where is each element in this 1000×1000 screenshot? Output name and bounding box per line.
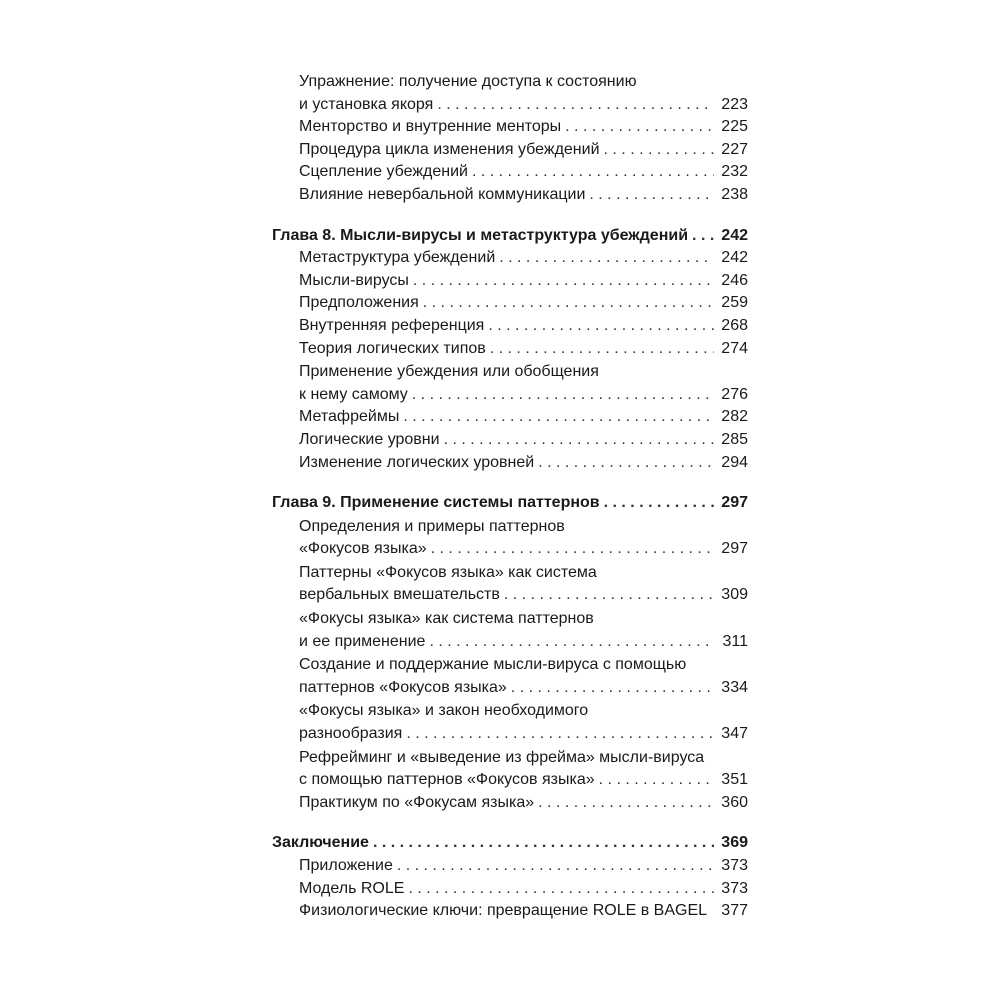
toc-dot-leader — [437, 94, 714, 117]
toc-page-number: 242 — [721, 249, 748, 267]
toc-page-number: 351 — [721, 771, 748, 789]
toc-entry-line — [299, 184, 748, 207]
toc-entry-title: Приложение — [299, 857, 393, 874]
toc-dot-leader — [373, 832, 714, 855]
toc-page-number: 268 — [721, 316, 748, 334]
toc-section-entry — [272, 792, 748, 815]
toc-entry-line — [299, 429, 748, 452]
toc-dot-leader — [413, 270, 714, 293]
toc-section-entry — [272, 184, 748, 207]
toc-entry-title: Менторство и внутренние менторы — [299, 118, 562, 136]
toc-entry-line — [299, 792, 748, 815]
toc-section-entry — [272, 429, 748, 452]
toc-entry-title: Физиологические ключи: превращение ROLE в BAGEL — [299, 902, 708, 920]
toc-entry-title: Влияние невербальной коммуникации — [299, 185, 586, 203]
toc-page-number: 276 — [721, 385, 748, 403]
toc-entry-title: Сцепление убеждений — [299, 163, 468, 181]
toc-entry-title: Глава 9. Применение системы паттернов — [272, 494, 600, 512]
toc-page-number: 259 — [721, 294, 748, 312]
toc-entry-title: Создание и поддержание мысли-вируса с помощью — [299, 656, 687, 674]
toc-dot-leader — [488, 315, 714, 338]
toc-section-entry — [272, 700, 748, 745]
toc-entry-title: Заключение — [272, 834, 369, 852]
toc-entry-line — [299, 677, 748, 700]
toc-page-number: 225 — [721, 118, 748, 136]
toc-dot-leader — [599, 769, 714, 792]
toc-dot-leader — [406, 723, 714, 746]
toc-page-number: 373 — [721, 857, 748, 874]
toc-section-entry — [272, 654, 748, 699]
toc-dot-leader — [589, 184, 714, 207]
toc-entry-title: Метафреймы — [299, 408, 400, 426]
toc-page-number: 242 — [721, 226, 748, 244]
toc-page-number: 274 — [721, 339, 748, 357]
toc-entry-title: «Фокусов языка» — [299, 540, 427, 558]
toc-entry-line — [299, 878, 748, 901]
toc-dot-leader — [604, 492, 714, 515]
toc-entry-line — [299, 361, 748, 384]
toc-entry-title: Мысли-вирусы — [299, 271, 409, 289]
toc-entry-title: паттернов «Фокусов языка» — [299, 678, 507, 696]
toc-dot-leader — [604, 139, 714, 162]
toc-section-entry — [272, 361, 748, 406]
toc-dot-leader — [408, 878, 714, 901]
toc-page-number: 285 — [721, 430, 748, 448]
toc-entry-line — [299, 406, 748, 429]
toc-entry-title: Теория логических типов — [299, 339, 486, 357]
toc-dot-leader — [538, 792, 714, 815]
toc-entry-line — [299, 384, 748, 407]
toc-entry-title: Логические уровни — [299, 430, 440, 448]
toc-entry-line — [272, 492, 748, 515]
toc-page-number: 369 — [721, 834, 748, 852]
toc-entry-title: Изменение логических уровней — [299, 453, 535, 471]
toc-entry-line — [272, 832, 748, 855]
toc-entry-title: разнообразия — [299, 725, 403, 743]
toc-entry-line — [299, 247, 748, 270]
toc-entry-line — [299, 315, 748, 338]
toc-entry-line — [299, 631, 748, 654]
toc-section-entry — [272, 270, 748, 293]
toc-section-entry — [272, 292, 748, 315]
toc-entry-title: к нему самому — [299, 385, 408, 403]
toc-section-entry — [272, 747, 748, 792]
toc-section-entry — [272, 516, 748, 561]
toc-page-number: 334 — [721, 678, 748, 696]
toc-entry-line — [299, 94, 748, 117]
toc-entry-line — [299, 700, 748, 723]
toc-dot-leader — [511, 677, 714, 700]
toc-chapter-entry — [272, 832, 748, 855]
toc-entry-title: и ее применение — [299, 632, 426, 650]
toc-entry-line — [299, 855, 748, 878]
toc-entry-line — [299, 584, 748, 607]
toc-section-entry — [272, 900, 748, 923]
toc-entry-line — [299, 747, 748, 770]
toc-chapter-entry — [272, 492, 748, 515]
toc-dot-leader — [412, 384, 714, 407]
toc-page-number: 223 — [721, 95, 748, 113]
toc-entry-line — [299, 338, 748, 361]
toc-page-number: 294 — [721, 453, 748, 471]
toc-section-entry — [272, 161, 748, 184]
toc-dot-leader — [504, 584, 714, 607]
toc-page-number: 373 — [721, 879, 748, 897]
toc-dot-leader — [692, 225, 714, 248]
toc-entry-line — [299, 562, 748, 585]
toc-entry-line — [299, 161, 748, 184]
table-of-contents — [272, 70, 748, 923]
toc-page-number: 297 — [721, 540, 748, 558]
toc-page-number: 232 — [721, 163, 748, 181]
toc-dot-leader — [499, 247, 714, 270]
toc-entry-title: Применение убеждения или обобщения — [299, 363, 599, 381]
toc-page-number: 360 — [721, 793, 748, 811]
toc-entry-line — [299, 608, 748, 631]
toc-entry-title: Глава 8. Мысли-вирусы и метаструктура убеждений — [272, 226, 689, 244]
toc-entry-title: Практикум по «Фокусам языка» — [299, 793, 535, 811]
toc-dot-leader — [403, 406, 714, 429]
toc-entry-line — [299, 116, 748, 139]
toc-entry-line — [299, 516, 748, 539]
toc-page-number: 377 — [721, 902, 748, 920]
toc-entry-title: Предположения — [299, 294, 419, 312]
toc-page-number: 282 — [721, 408, 748, 426]
toc-entry-title: и установка якоря — [299, 95, 434, 113]
toc-dot-leader — [397, 855, 714, 878]
toc-section-entry — [272, 338, 748, 361]
toc-dot-leader — [490, 338, 714, 361]
toc-dot-leader — [472, 161, 714, 184]
toc-entry-line — [299, 654, 748, 677]
toc-section-entry — [272, 247, 748, 270]
toc-entry-line — [272, 225, 748, 248]
toc-entry-line — [299, 769, 748, 792]
toc-entry-line — [299, 270, 748, 293]
toc-section-entry — [272, 878, 748, 901]
toc-entry-title: вербальных вмешательств — [299, 586, 500, 604]
toc-section-entry — [272, 608, 748, 653]
toc-entry-line — [299, 139, 748, 162]
toc-entry-title: Внутренняя референция — [299, 316, 485, 334]
toc-section-entry — [272, 139, 748, 162]
toc-section-entry — [272, 855, 748, 878]
toc-dot-leader — [429, 631, 714, 654]
toc-entry-title: Модель ROLE — [299, 879, 405, 897]
toc-entry-title: «Фокусы языка» и закон необходимого — [299, 702, 589, 720]
toc-entry-title: Процедура цикла изменения убеждений — [299, 140, 600, 158]
toc-page-number: 347 — [721, 725, 748, 743]
toc-dot-leader — [444, 429, 714, 452]
toc-chapter-entry — [272, 225, 748, 248]
toc-section-entry — [272, 406, 748, 429]
toc-dot-leader — [423, 292, 714, 315]
toc-page-number: 246 — [721, 271, 748, 289]
toc-entry-line — [299, 900, 748, 923]
toc-section-entry — [272, 71, 748, 116]
toc-dot-leader — [431, 538, 714, 561]
toc-section-entry — [272, 452, 748, 475]
toc-entry-title: Метаструктура убеждений — [299, 249, 496, 267]
toc-page-number: 238 — [721, 185, 748, 203]
toc-page-number: 297 — [721, 494, 748, 512]
toc-entry-title: Паттерны «Фокусов языка» как система — [299, 563, 597, 581]
toc-entry-title: Рефрейминг и «выведение из фрейма» мысли-вируса — [299, 748, 705, 766]
toc-entry-line — [299, 723, 748, 746]
toc-section-entry — [272, 315, 748, 338]
toc-entry-title: Определения и примеры паттернов — [299, 517, 565, 535]
toc-section-entry — [272, 562, 748, 607]
toc-page-number: 311 — [722, 632, 748, 650]
toc-section-entry — [272, 116, 748, 139]
toc-page-number: 227 — [721, 140, 748, 158]
toc-entry-line — [299, 71, 748, 94]
toc-entry-title: «Фокусы языка» как система паттернов — [299, 610, 594, 628]
toc-entry-line — [299, 452, 748, 475]
toc-entry-title: с помощью паттернов «Фокусов языка» — [299, 771, 595, 789]
toc-dot-leader — [538, 452, 714, 475]
toc-entry-line — [299, 292, 748, 315]
toc-entry-line — [299, 538, 748, 561]
toc-page-number: 309 — [721, 586, 748, 604]
toc-dot-leader — [565, 116, 714, 139]
toc-entry-title: Упражнение: получение доступа к состоянию — [299, 73, 637, 90]
